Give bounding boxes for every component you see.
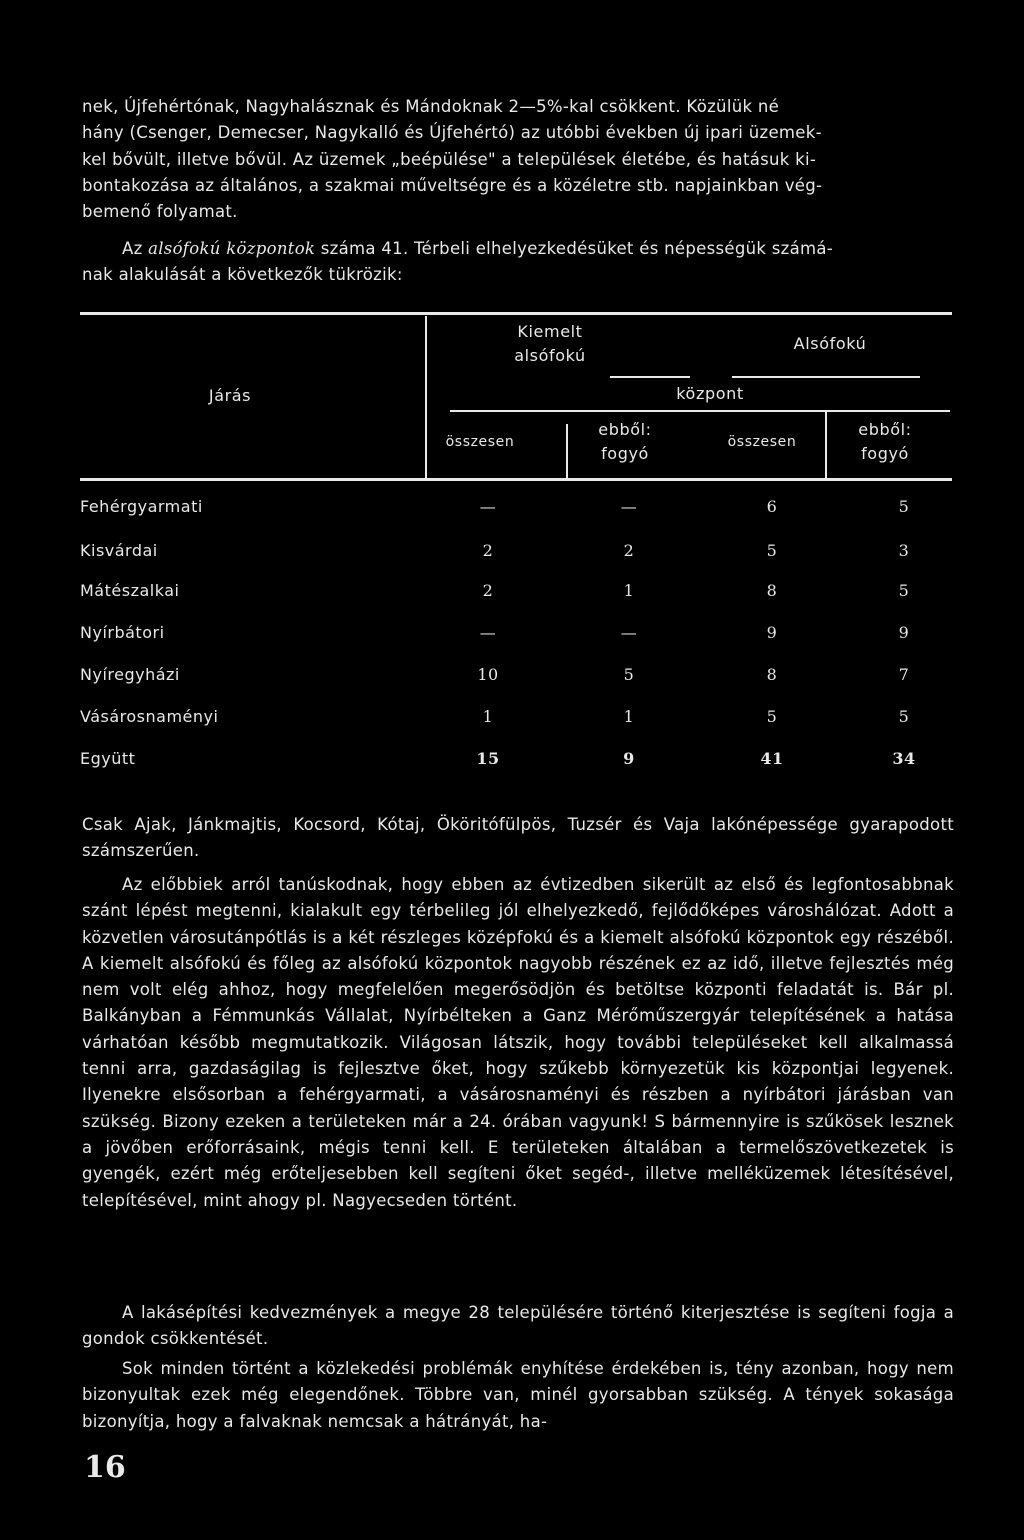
intro-line: bemenő folyamat. — [82, 202, 238, 222]
table-row — [80, 492, 952, 522]
alsofoku-total: 8 — [766, 581, 778, 600]
intro-line: nek, Újfehértónak, Nagyhalásznak és Mándoknak 2—5%-kal csökkent. Közülük né — [82, 97, 780, 116]
kiemelt-total: 2 — [482, 541, 494, 560]
kiemelt-decreasing: 2 — [623, 541, 635, 560]
transport-paragraph: Sok minden történt a közlekedési problémák enyhítése érdekében is, tény azonban, hogy nem bizonyultak ezek még elegendőnek. Többre van, minél gyorsabban szükség. A tények sokasága bizonyítja, hogy a falvaknak nemcsak a hátrányát, ha- — [82, 1359, 954, 1431]
table-row — [80, 536, 952, 566]
header-subrule — [450, 410, 950, 412]
header-subrule — [732, 376, 920, 378]
kiemelt-decreasing: 5 — [623, 665, 635, 684]
alsofoku-total: 5 — [766, 541, 778, 560]
osszesen-header-2: összesen — [727, 434, 797, 450]
intro-line: hány (Csenger, Demecser, Nagykalló és Újfehértó) az utóbbi években új ipari üzemek- — [82, 123, 822, 143]
col-district-header: Járás — [208, 386, 252, 405]
ebbol-line2: fogyó — [601, 444, 649, 463]
table-vline — [825, 412, 827, 478]
kiemelt-decreasing: — — [620, 623, 638, 642]
district-name: Mátészalkai — [80, 581, 180, 600]
district-name: Nyíregyházi — [80, 665, 180, 684]
table-row — [80, 702, 952, 732]
alsofoku-total: 41 — [760, 749, 784, 768]
kiemelt-decreasing: 1 — [623, 707, 635, 726]
ebbol-line1: ebből: — [598, 420, 652, 439]
alsofoku-decreasing: 5 — [898, 707, 910, 726]
population-growth-paragraph: Csak Ajak, Jánkmajtis, Kocsord, Kótaj, Ököritófülpös, Tuzsér és Vaja lakónépessége gyarapodott számszerűen. — [82, 815, 954, 861]
table-row — [80, 576, 952, 606]
rest-text: száma 41. Térbeli elhelyezkedésüket és népességük számá- — [315, 239, 834, 258]
alsofoku-decreasing: 5 — [898, 497, 910, 516]
kiemelt-line1: Kiemelt — [517, 322, 583, 341]
district-name: Nyírbátori — [80, 623, 165, 642]
kozpont-header: központ — [676, 384, 744, 403]
alsofoku-total: 6 — [766, 497, 778, 516]
kiemelt-total: 10 — [477, 665, 499, 684]
district-name: Vásárosnaményi — [80, 707, 219, 726]
alsofoku-total: 5 — [766, 707, 778, 726]
alsofoku-header: Alsófokú — [793, 334, 867, 353]
central-places-paragraph — [82, 236, 954, 289]
osszesen-header-1: összesen — [445, 434, 515, 450]
total-label: Együtt — [80, 749, 136, 768]
ebbol-line1: ebből: — [858, 420, 912, 439]
analysis-paragraph: Az előbbiek arról tanúskodnak, hogy ebben az évtizedben sikerült az első és legfontosabbnak szánt lépést megtenni, kialakult egy térbelileg jól elhelyezkedő, fejlődőképes városhálózat. Adott a közvetlen városutánpótlás is a két részleges középfokú és a kiemelt alsófokú központok egy részéből. A kiemelt alsófokú és főleg az alsófokú központok nagyobb részének ez az idő, illetve fejlesztés még nem volt elég ahhoz, hogy megfelelően megerősödjön és betöltse központi feladatát is. Bár pl. Balkányban a Fémmunkás Vállalat, Nyírbélteken a Ganz Mérőműszergyár telepítésének a hatása várhatóan később megmutatkozik. Világosan látszik, hogy további településeket kell alkalmassá tenni arra, gazdaságilag is fejlesztve őket, hogy szűkebb környezetük kis központjai legyenek. Ilyenekre elsősorban a fehérgyarmati, a vásárosnaményi és részben a nyírbátori járásban van szükség. Bizony ezeken a területeken már a 24. órában vagyunk! S bármennyire is szűkösek lesznek a jövőben erőforrásaink, mégis tenni kell. E területeken általában a termelőszövetkezetek is gyengék, ezért még erőteljesebben kell segíteni őket segéd-, illetve melléküzemek létesítésével, telepítésével, mint ahogy pl. Nagyecseden történt. — [82, 875, 954, 1210]
central-places-table — [80, 312, 952, 792]
alsofoku-decreasing: 5 — [898, 581, 910, 600]
alsofoku-total: 9 — [766, 623, 778, 642]
housing-paragraph: A lakásépítési kedvezmények a megye 28 településére történő kiterjesztése is segíteni fogja a gondok csökkentését. — [82, 1303, 954, 1349]
alsofoku-decreasing: 9 — [898, 623, 910, 642]
kiemelt-total: 2 — [482, 581, 494, 600]
central-places-line — [82, 236, 954, 262]
table-row — [80, 660, 952, 690]
table-vline — [566, 424, 568, 478]
lead-text: Az — [122, 239, 149, 258]
intro-line: bontakozása az általános, a szakmai műveltségre és a közéletre stb. napjainkban vég- — [82, 175, 823, 195]
ebbol-header-1 — [580, 418, 670, 466]
alsofoku-decreasing: 3 — [898, 541, 910, 560]
table-total-row — [80, 744, 952, 774]
page-number: 16 — [84, 1450, 126, 1485]
kiemelt-total: — — [479, 497, 497, 516]
intro-line: kel bővült, illetve bővül. Az üzemek „beépülése" a települések életébe, és hatásuk ki- — [82, 149, 817, 169]
header-subrule — [610, 376, 690, 378]
kiemelt-decreasing: — — [620, 497, 638, 516]
intro-paragraph — [82, 94, 954, 225]
alsofoku-total: 8 — [766, 665, 778, 684]
central-places-line: nak alakulását a következők tükrözik: — [82, 265, 403, 285]
district-name: Kisvárdai — [80, 541, 158, 560]
kiemelt-total: 1 — [482, 707, 494, 726]
kiemelt-decreasing: 9 — [623, 749, 635, 768]
alsofoku-decreasing: 34 — [892, 749, 916, 768]
ebbol-line2: fogyó — [861, 444, 909, 463]
table-row — [80, 618, 952, 648]
alsofoku-decreasing: 7 — [898, 665, 910, 684]
ebbol-header-2 — [840, 418, 930, 466]
header-bottom-rule — [80, 478, 952, 481]
italic-term: alsófokú központok — [148, 239, 316, 258]
kiemelt-total: 15 — [476, 749, 500, 768]
kiemelt-total: — — [479, 623, 497, 642]
kiemelt-header — [490, 320, 610, 368]
table-top-rule — [80, 312, 952, 315]
kiemelt-line2: alsófokú — [514, 346, 586, 365]
kiemelt-decreasing: 1 — [623, 581, 635, 600]
district-name: Fehérgyarmati — [80, 497, 203, 516]
